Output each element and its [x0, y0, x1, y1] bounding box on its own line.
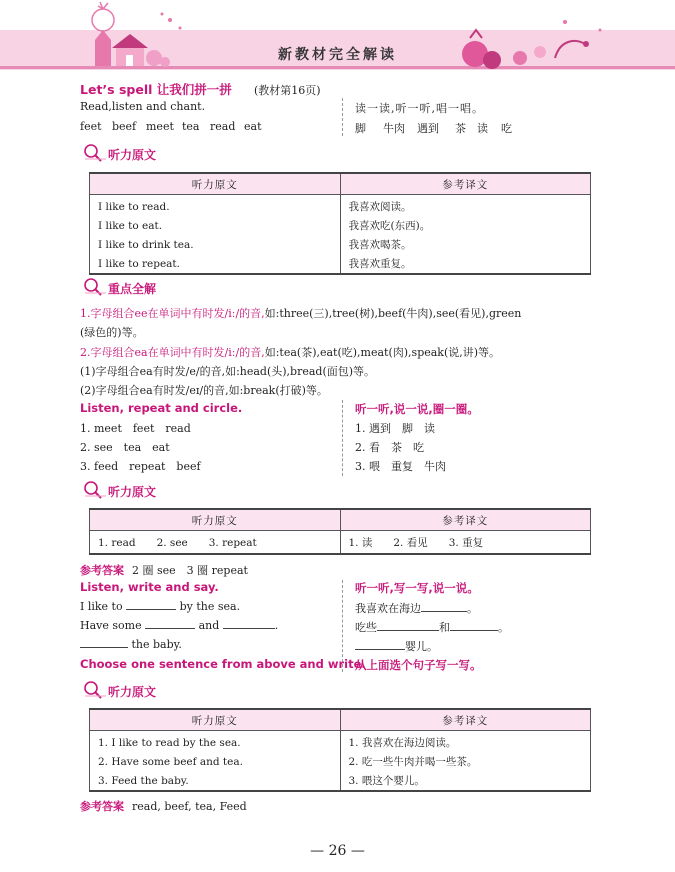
circle-row-zh: 3. 喂 重复 牛肉: [355, 460, 446, 473]
table-row: [90, 235, 591, 254]
cell-zh: 2. 吃一些牛肉并喝一些茶。: [340, 752, 591, 771]
listening-heading: 听力原文: [82, 143, 202, 163]
table-row: [90, 771, 591, 791]
transcript-table: [89, 172, 591, 275]
choose-title-en: Choose one sentence from above and write.: [80, 657, 366, 671]
cell-zh: 1. 我喜欢在海边阅读。: [340, 731, 591, 753]
listening-heading: 听力原文: [82, 680, 202, 700]
column-divider: [342, 98, 343, 136]
cell-zh: 我喜欢喝茶。: [340, 235, 591, 254]
table-row: [90, 195, 591, 217]
word-item: eat: [244, 120, 262, 133]
transcript-table: [89, 508, 591, 555]
col-header: 听力原文: [90, 173, 341, 195]
col-header: 参考译文: [340, 509, 591, 531]
circle-row-en: 2. see tea eat: [80, 441, 170, 454]
word-item: feet: [80, 120, 102, 133]
answer-key-2: [80, 798, 247, 814]
write-title-zh: 听一听,写一写,说一说。: [355, 581, 479, 595]
key-point-4: (2)字母组合ea有时发/eɪ/的音,如:break(打破)等。: [80, 384, 328, 397]
cell-en: 1. I like to read by the sea.: [90, 731, 341, 753]
cell-en: I like to repeat.: [90, 254, 341, 274]
cell-zh: 我喜欢吃(东西)。: [340, 216, 591, 235]
table-row: [90, 216, 591, 235]
spell-title-zh: 让我们拼一拼: [156, 82, 232, 97]
answer-text: 2 圈 see 3 圈 repeat: [132, 564, 248, 577]
key-point-1-cont: (绿色的)等。: [80, 326, 144, 339]
answer-label: 参考答案: [80, 564, 124, 577]
cell-zh: 3. 喂这个婴儿。: [340, 771, 591, 791]
cell-en: 3. Feed the baby.: [90, 771, 341, 791]
col-header: 参考译文: [340, 173, 591, 195]
word-item: 脚: [355, 122, 366, 135]
circle-title-zh: 听一听,说一说,圈一圈。: [355, 402, 479, 416]
word-item: read: [210, 120, 236, 133]
col-header: 听力原文: [90, 509, 341, 531]
table-row: [90, 752, 591, 771]
column-divider: [342, 580, 343, 672]
table-row: [90, 731, 591, 753]
key-point-3: (1)字母组合ea有时发/e/的音,如:head(头),bread(面包)等。: [80, 365, 376, 378]
write-line-zh-3: 婴儿。: [355, 638, 438, 654]
key-points-heading: 重点全解: [82, 277, 202, 297]
word-item: 牛肉: [383, 122, 405, 135]
transcript-table: [89, 708, 591, 792]
blank-input[interactable]: [377, 630, 439, 631]
cell-zh: 我喜欢重复。: [340, 254, 591, 274]
cell-en: 2. Have some beef and tea.: [90, 752, 341, 771]
blank-input[interactable]: [145, 628, 195, 629]
table-row: [90, 531, 591, 555]
spell-instruction-zh: 读一读,听一听,唱一唱。: [355, 102, 484, 115]
spell-instruction-en: Read,listen and chant.: [80, 100, 206, 113]
magnifier-icon: [82, 680, 108, 700]
table-row: [90, 254, 591, 274]
key-point-1: 1.字母组合ee在单词中有时发/iː/的音,如:three(三),tree(树),beef(牛肉),see(看见),green: [80, 307, 522, 320]
blank-input[interactable]: [126, 609, 176, 610]
spell-title-en: Let’s spell: [80, 82, 153, 97]
write-title-en: Listen, write and say.: [80, 580, 219, 594]
header-title: 新教材完全解读: [278, 47, 397, 63]
cell-zh: 我喜欢阅读。: [340, 195, 591, 217]
page-number: — 26 —: [310, 843, 365, 859]
circle-row-zh: 2. 看 茶 吃: [355, 441, 424, 454]
cell-en: I like to eat.: [90, 216, 341, 235]
spell-title: [80, 80, 232, 98]
circle-title-en: Listen, repeat and circle.: [80, 401, 243, 415]
answer-key-1: [80, 562, 248, 578]
magnifier-icon: [82, 143, 108, 163]
blank-input[interactable]: [223, 628, 275, 629]
write-line-zh-1: 我喜欢在海边 。: [355, 602, 478, 615]
magnifier-icon: [82, 480, 108, 500]
cell-en: I like to read.: [90, 195, 341, 217]
blank-input[interactable]: [355, 649, 405, 650]
word-item: 遇到: [417, 122, 439, 135]
blank-input[interactable]: [450, 630, 498, 631]
blank-input[interactable]: [421, 611, 467, 612]
cell-en: 1. read 2. see 3. repeat: [90, 531, 341, 555]
circle-row-en: 3. feed repeat beef: [80, 460, 201, 473]
listening-heading: 听力原文: [82, 480, 202, 500]
magnifier-icon: [82, 277, 108, 297]
answer-text: read, beef, tea, Feed: [132, 800, 247, 813]
word-item: tea: [182, 120, 200, 133]
header-decoration: [0, 0, 675, 80]
column-divider: [342, 400, 343, 476]
write-line-3: the baby.: [80, 638, 182, 651]
word-item: 吃: [501, 122, 512, 135]
spell-ref: (教材第16页): [254, 84, 321, 97]
circle-row-en: 1. meet feet read: [80, 422, 191, 435]
key-point-2: 2.字母组合ea在单词中有时发/iː/的音,如:tea(茶),eat(吃),meat(肉),speak(说,讲)等。: [80, 346, 501, 359]
answer-label: 参考答案: [80, 800, 124, 813]
write-line-2: Have some and .: [80, 619, 279, 632]
word-item: 读: [477, 122, 488, 135]
word-item: beef: [112, 120, 137, 133]
word-item: 茶: [455, 122, 466, 135]
write-line-1: I like to by the sea.: [80, 600, 241, 613]
choose-title-zh: 从上面选个句子写一写。: [355, 658, 482, 672]
page-header: [0, 0, 675, 80]
circle-row-zh: 1. 遇到 脚 读: [355, 422, 435, 435]
write-line-zh-2: 吃些 和 。: [355, 621, 509, 634]
cell-zh: 1. 读 2. 看见 3. 重复: [340, 531, 591, 555]
word-item: meet: [146, 120, 174, 133]
spell-words-zh: [355, 120, 512, 136]
spell-words-en: [80, 120, 262, 133]
col-header: 参考译文: [340, 709, 591, 731]
cell-en: I like to drink tea.: [90, 235, 341, 254]
col-header: 听力原文: [90, 709, 341, 731]
blank-input[interactable]: [80, 647, 128, 648]
